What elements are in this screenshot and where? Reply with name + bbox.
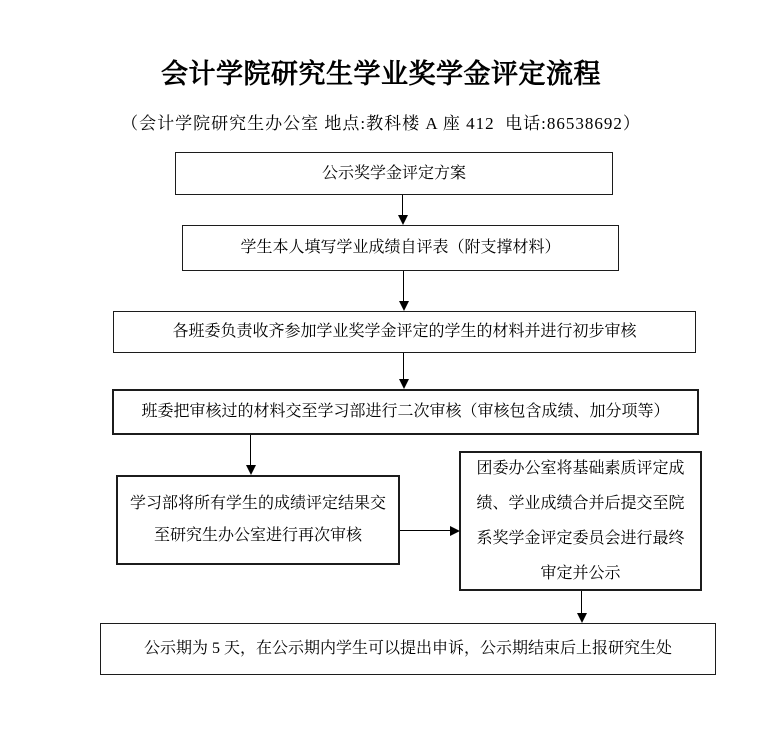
step-study-dept-second-review <box>112 389 699 435</box>
step-student-self-evaluation <box>182 225 619 271</box>
step-publicity-period-label: 公示期为 5 天，在公示期内学生可以提出申诉，公示期结束后上报研究生处 <box>143 640 672 658</box>
arrow-step1-to-step2 <box>402 195 403 215</box>
step-grad-office-recheck-label: 学习部将所有学生的成绩评定结果交至研究生办公室进行再次审核 <box>130 495 387 544</box>
step-class-committee-initial-review <box>113 311 696 353</box>
step-publicity-period <box>100 623 716 675</box>
step-final-committee-review <box>459 451 702 591</box>
page-subtitle: （会计学院研究生办公室 地点:教科楼 A 座 412 电话:86538692） <box>121 114 641 133</box>
arrow-step3-to-step4 <box>403 353 404 379</box>
arrow-step5-to-step6 <box>400 530 450 531</box>
step-final-committee-review-label: 团委办公室将基础素质评定成绩、学业成绩合并后提交至院系奖学金评定委员会进行最终审定并公示 <box>476 460 685 582</box>
step-grad-office-recheck <box>116 475 400 565</box>
step-publish-plan <box>175 152 613 195</box>
step-study-dept-second-review-label: 班委把审核过的材料交至学习部进行二次审核（审核包含成绩、加分项等） <box>141 403 670 421</box>
arrow-step4-to-step5 <box>250 435 251 465</box>
step-class-committee-initial-review-label: 各班委负责收齐参加学业奖学金评定的学生的材料并进行初步审核 <box>172 323 637 341</box>
arrow-step6-to-step7 <box>581 591 582 613</box>
arrow-step2-to-step3 <box>403 271 404 301</box>
page-title: 会计学院研究生学业奖学金评定流程 <box>161 59 601 89</box>
step-publish-plan-label: 公示奖学金评定方案 <box>321 164 466 182</box>
step-student-self-evaluation-label: 学生本人填写学业成绩自评表（附支撑材料） <box>240 239 561 257</box>
